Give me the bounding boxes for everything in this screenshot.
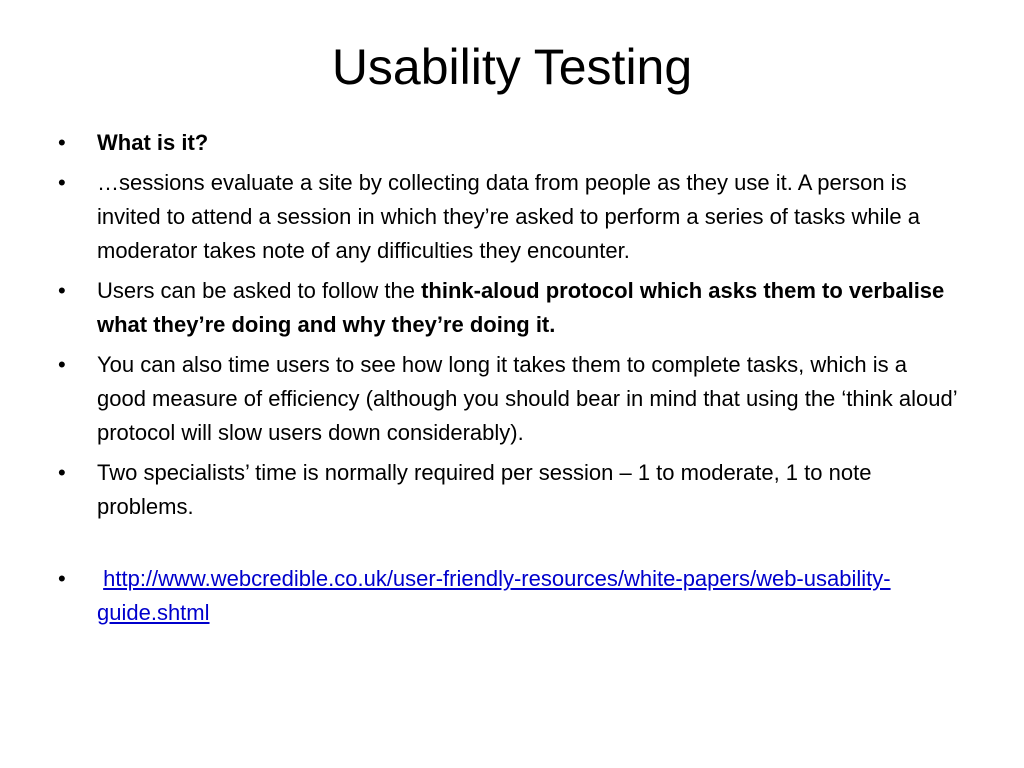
bullet-icon: • (58, 170, 66, 195)
bullet-what-is-it (58, 126, 958, 160)
bullet-icon: • (58, 278, 66, 303)
bullet-icon: • (58, 566, 66, 591)
bullet-icon: • (58, 130, 66, 155)
bullet-text: …sessions evaluate a site by collecting data from people as they use it. A person is invited to attend a session in which they’re asked to perform a series of tasks while a moderator takes note of any difficulties they encounter. (97, 170, 920, 263)
bullet-heading: What is it? (97, 130, 209, 155)
bullet-text: Users can be asked to follow the (97, 278, 422, 303)
bullet-list (58, 126, 958, 636)
reference-link[interactable]: http://www.webcredible.co.uk/user-friendly-resources/white-papers/web-usability-guide.shtml (97, 566, 891, 625)
bullet-sessions-description (58, 166, 958, 268)
bullet-icon: • (58, 352, 66, 377)
bullet-timing (58, 348, 958, 450)
bullet-think-aloud (58, 274, 958, 342)
bullet-reference-link (58, 562, 958, 630)
bullet-text: Two specialists’ time is normally required per session – 1 to moderate, 1 to note problems. (97, 460, 872, 519)
bullet-icon: • (58, 460, 66, 485)
bullet-bold-text: think-aloud protocol which asks them to verbalise what they’re doing and why they’re doing it. (97, 278, 945, 337)
slide-title: Usability Testing (331, 39, 693, 95)
bullet-text: You can also time users to see how long it takes them to complete tasks, which is a good measure of efficiency (although you should bear in mind that using the ‘think aloud’ protocol will slow users down considerably). (97, 352, 957, 445)
bullet-specialists (58, 456, 958, 524)
